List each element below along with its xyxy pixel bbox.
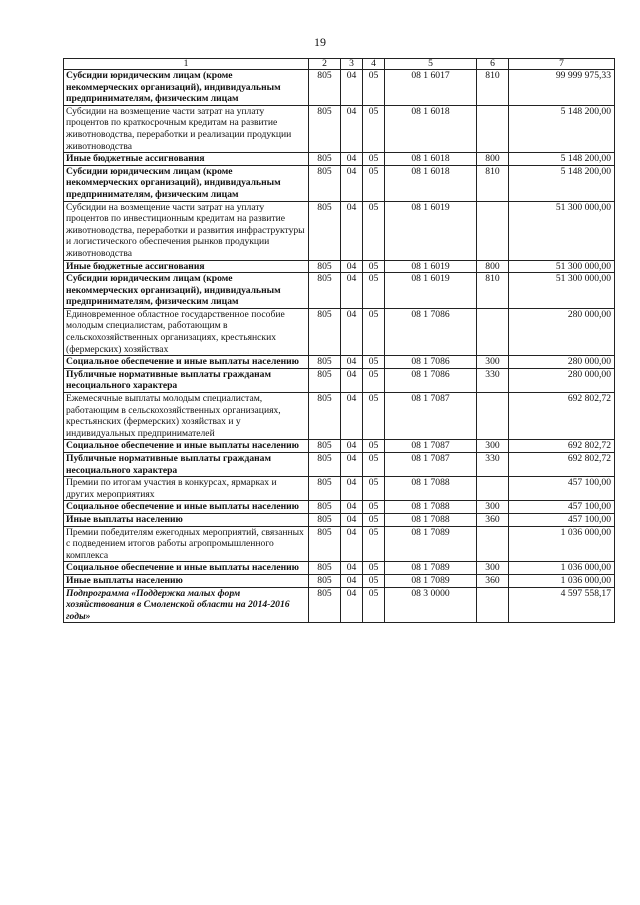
table-row	[64, 201, 615, 260]
target-article-cell: 08 1 6019	[385, 260, 477, 273]
section-cell: 04	[341, 356, 363, 369]
table-row	[64, 308, 615, 355]
table-row	[64, 368, 615, 392]
name-cell: Иные выплаты населению	[64, 513, 309, 526]
table-row	[64, 273, 615, 309]
expense-type-cell: 330	[477, 368, 509, 392]
subsection-cell: 05	[363, 501, 385, 514]
section-cell: 04	[341, 368, 363, 392]
subsection-cell: 05	[363, 165, 385, 201]
table-row	[64, 153, 615, 166]
section-cell: 04	[341, 453, 363, 477]
col-header-4: 4	[363, 59, 385, 70]
target-article-cell: 08 1 7088	[385, 513, 477, 526]
ministry-code-cell: 805	[309, 356, 341, 369]
section-cell: 04	[341, 105, 363, 152]
expense-type-cell: 360	[477, 513, 509, 526]
name-cell: Социальное обеспечение и иные выплаты населению	[64, 501, 309, 514]
col-header-5: 5	[385, 59, 477, 70]
section-cell: 04	[341, 526, 363, 562]
ministry-code-cell: 805	[309, 153, 341, 166]
ministry-code-cell: 805	[309, 308, 341, 355]
amount-cell: 51 300 000,00	[509, 201, 615, 260]
expense-type-cell: 300	[477, 562, 509, 575]
target-article-cell: 08 1 6018	[385, 105, 477, 152]
subsection-cell: 05	[363, 105, 385, 152]
name-cell: Социальное обеспечение и иные выплаты населению	[64, 440, 309, 453]
subsection-cell: 05	[363, 440, 385, 453]
name-cell: Субсидии юридическим лицам (кроме некоммерческих организаций), индивидуальным предпринимателям, физическим лицам	[64, 273, 309, 309]
table-row	[64, 453, 615, 477]
subsection-cell: 05	[363, 562, 385, 575]
section-cell: 04	[341, 562, 363, 575]
col-header-7: 7	[509, 59, 615, 70]
table-row	[64, 513, 615, 526]
subsection-cell: 05	[363, 587, 385, 623]
section-cell: 04	[341, 201, 363, 260]
expense-type-cell	[477, 526, 509, 562]
expense-type-cell	[477, 105, 509, 152]
table-row	[64, 501, 615, 514]
table-row	[64, 393, 615, 440]
amount-cell: 457 100,00	[509, 477, 615, 501]
subsection-cell: 05	[363, 513, 385, 526]
ministry-code-cell: 805	[309, 440, 341, 453]
section-cell: 04	[341, 574, 363, 587]
amount-cell: 4 597 558,17	[509, 587, 615, 623]
subsection-cell: 05	[363, 477, 385, 501]
section-cell: 04	[341, 513, 363, 526]
target-article-cell: 08 1 7087	[385, 393, 477, 440]
ministry-code-cell: 805	[309, 201, 341, 260]
expense-type-cell: 810	[477, 165, 509, 201]
ministry-code-cell: 805	[309, 273, 341, 309]
ministry-code-cell: 805	[309, 260, 341, 273]
name-cell: Иные бюджетные ассигнования	[64, 153, 309, 166]
ministry-code-cell: 805	[309, 513, 341, 526]
amount-cell: 1 036 000,00	[509, 526, 615, 562]
name-cell: Субсидии на возмещение части затрат на уплату процентов по инвестиционным кредитам на развитие животноводства, переработки и развития инфраструктуры и логистического обеспечения рынков продукции животноводства	[64, 201, 309, 260]
name-cell: Публичные нормативные выплаты гражданам несоциального характера	[64, 368, 309, 392]
section-cell: 04	[341, 260, 363, 273]
name-cell: Премии победителям ежегодных мероприятий, связанных с подведением итогов работы агропромышленного комплекса	[64, 526, 309, 562]
expense-type-cell	[477, 393, 509, 440]
section-cell: 04	[341, 70, 363, 106]
target-article-cell: 08 1 7086	[385, 356, 477, 369]
target-article-cell: 08 1 7087	[385, 453, 477, 477]
budget-table	[63, 58, 615, 623]
name-cell: Единовременное областное государственное пособие молодым специалистам, работающим в сельскохозяйственных организациях, крестьянских (фермерских) хозяйствах	[64, 308, 309, 355]
ministry-code-cell: 805	[309, 587, 341, 623]
amount-cell: 51 300 000,00	[509, 260, 615, 273]
subsection-cell: 05	[363, 356, 385, 369]
expense-type-cell	[477, 587, 509, 623]
expense-type-cell: 300	[477, 356, 509, 369]
expense-type-cell: 810	[477, 70, 509, 106]
subsection-cell: 05	[363, 526, 385, 562]
amount-cell: 1 036 000,00	[509, 574, 615, 587]
amount-cell: 51 300 000,00	[509, 273, 615, 309]
ministry-code-cell: 805	[309, 453, 341, 477]
target-article-cell: 08 1 6019	[385, 273, 477, 309]
col-header-1: 1	[64, 59, 309, 70]
section-cell: 04	[341, 393, 363, 440]
amount-cell: 457 100,00	[509, 513, 615, 526]
ministry-code-cell: 805	[309, 574, 341, 587]
target-article-cell: 08 1 7087	[385, 440, 477, 453]
ministry-code-cell: 805	[309, 526, 341, 562]
name-cell: Премии по итогам участия в конкурсах, ярмарках и других мероприятиях	[64, 477, 309, 501]
expense-type-cell: 300	[477, 501, 509, 514]
expense-type-cell	[477, 201, 509, 260]
name-cell: Субсидии на возмещение части затрат на уплату процентов по краткосрочным кредитам на развитие животноводства, переработки и реализации продукции животноводства	[64, 105, 309, 152]
amount-cell: 280 000,00	[509, 308, 615, 355]
amount-cell: 99 999 975,33	[509, 70, 615, 106]
target-article-cell: 08 1 7089	[385, 526, 477, 562]
amount-cell: 280 000,00	[509, 368, 615, 392]
name-cell: Иные выплаты населению	[64, 574, 309, 587]
expense-type-cell: 300	[477, 440, 509, 453]
target-article-cell: 08 1 7088	[385, 501, 477, 514]
expense-type-cell	[477, 308, 509, 355]
subsection-cell: 05	[363, 393, 385, 440]
expense-type-cell: 810	[477, 273, 509, 309]
name-cell: Субсидии юридическим лицам (кроме некоммерческих организаций), индивидуальным предпринимателям, физическим лицам	[64, 70, 309, 106]
table-row	[64, 477, 615, 501]
expense-type-cell: 360	[477, 574, 509, 587]
ministry-code-cell: 805	[309, 368, 341, 392]
name-cell: Подпрограмма «Поддержка малых форм хозяйствования в Смоленской области на 2014-2016 годы»	[64, 587, 309, 623]
amount-cell: 457 100,00	[509, 501, 615, 514]
section-cell: 04	[341, 440, 363, 453]
subsection-cell: 05	[363, 453, 385, 477]
expense-type-cell	[477, 477, 509, 501]
target-article-cell: 08 3 0000	[385, 587, 477, 623]
subsection-cell: 05	[363, 574, 385, 587]
name-cell: Субсидии юридическим лицам (кроме некоммерческих организаций), индивидуальным предпринимателям, физическим лицам	[64, 165, 309, 201]
amount-cell: 1 036 000,00	[509, 562, 615, 575]
page-number: 19	[314, 35, 326, 49]
table-row	[64, 562, 615, 575]
section-cell: 04	[341, 477, 363, 501]
name-cell: Публичные нормативные выплаты гражданам несоциального характера	[64, 453, 309, 477]
target-article-cell: 08 1 7089	[385, 574, 477, 587]
target-article-cell: 08 1 6019	[385, 201, 477, 260]
target-article-cell: 08 1 6018	[385, 165, 477, 201]
name-cell: Социальное обеспечение и иные выплаты населению	[64, 562, 309, 575]
subsection-cell: 05	[363, 308, 385, 355]
name-cell: Социальное обеспечение и иные выплаты населению	[64, 356, 309, 369]
table-row	[64, 165, 615, 201]
target-article-cell: 08 1 7089	[385, 562, 477, 575]
table-body	[64, 70, 615, 623]
amount-cell: 5 148 200,00	[509, 153, 615, 166]
section-cell: 04	[341, 165, 363, 201]
section-cell: 04	[341, 587, 363, 623]
expense-type-cell: 800	[477, 260, 509, 273]
section-cell: 04	[341, 501, 363, 514]
target-article-cell: 08 1 7086	[385, 308, 477, 355]
name-cell: Иные бюджетные ассигнования	[64, 260, 309, 273]
ministry-code-cell: 805	[309, 562, 341, 575]
table-row	[64, 105, 615, 152]
ministry-code-cell: 805	[309, 70, 341, 106]
header-row	[64, 59, 615, 70]
ministry-code-cell: 805	[309, 501, 341, 514]
expense-type-cell: 330	[477, 453, 509, 477]
amount-cell: 692 802,72	[509, 393, 615, 440]
target-article-cell: 08 1 6018	[385, 153, 477, 166]
amount-cell: 280 000,00	[509, 356, 615, 369]
subsection-cell: 05	[363, 70, 385, 106]
table-row	[64, 260, 615, 273]
col-header-2: 2	[309, 59, 341, 70]
subsection-cell: 05	[363, 368, 385, 392]
amount-cell: 5 148 200,00	[509, 165, 615, 201]
subsection-cell: 05	[363, 201, 385, 260]
col-header-3: 3	[341, 59, 363, 70]
section-cell: 04	[341, 308, 363, 355]
name-cell: Ежемесячные выплаты молодым специалистам, работающим в сельскохозяйственных организациях, крестьянских (фермерских) хозяйствах и у индивидуальных предпринимателей	[64, 393, 309, 440]
ministry-code-cell: 805	[309, 477, 341, 501]
expense-type-cell: 800	[477, 153, 509, 166]
ministry-code-cell: 805	[309, 393, 341, 440]
table-row	[64, 587, 615, 623]
subsection-cell: 05	[363, 273, 385, 309]
col-header-6: 6	[477, 59, 509, 70]
amount-cell: 692 802,72	[509, 440, 615, 453]
table-row	[64, 526, 615, 562]
table-row	[64, 70, 615, 106]
table-row	[64, 574, 615, 587]
section-cell: 04	[341, 153, 363, 166]
amount-cell: 5 148 200,00	[509, 105, 615, 152]
amount-cell: 692 802,72	[509, 453, 615, 477]
table-row	[64, 440, 615, 453]
target-article-cell: 08 1 6017	[385, 70, 477, 106]
subsection-cell: 05	[363, 260, 385, 273]
ministry-code-cell: 805	[309, 105, 341, 152]
target-article-cell: 08 1 7086	[385, 368, 477, 392]
table-row	[64, 356, 615, 369]
section-cell: 04	[341, 273, 363, 309]
ministry-code-cell: 805	[309, 165, 341, 201]
subsection-cell: 05	[363, 153, 385, 166]
target-article-cell: 08 1 7088	[385, 477, 477, 501]
